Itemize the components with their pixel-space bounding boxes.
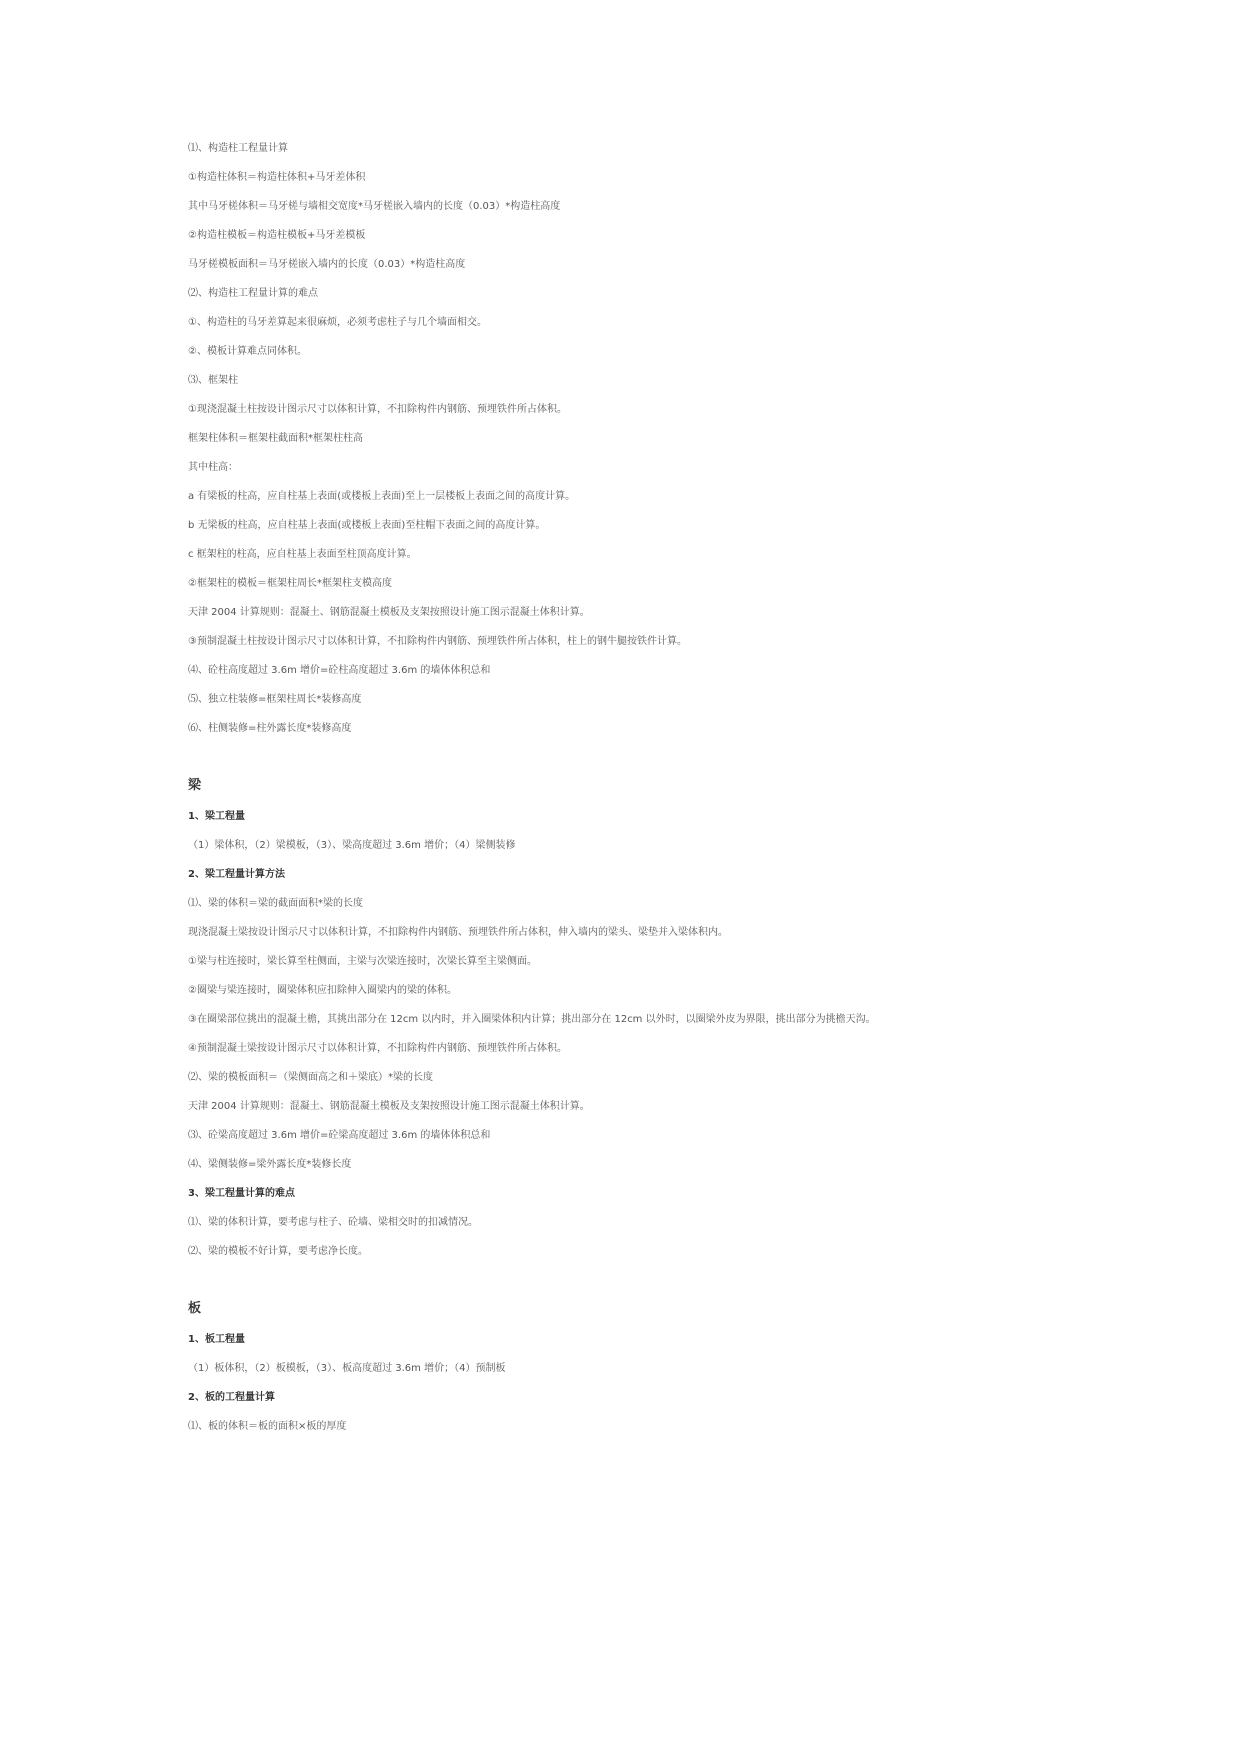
text-line: ⑶、砼梁高度超过 3.6m 增价=砼梁高度超过 3.6m 的墙体体积总和 <box>188 1130 491 1141</box>
subsection-title: 1、梁工程量 <box>188 811 245 822</box>
text-line: ②、模板计算难点同体积。 <box>188 346 307 357</box>
text-line: a 有梁板的柱高，应自柱基上表面(或楼板上表面)至上一层楼板上表面之间的高度计算。 <box>188 491 576 502</box>
text-line: ⑵、梁的模板面积＝（梁侧面高之和＋梁底）*梁的长度 <box>188 1072 433 1083</box>
text-line: ②构造柱模板＝构造柱模板+马牙差模板 <box>188 230 366 241</box>
text-line: ②框架柱的模板＝框架柱周长*框架柱支模高度 <box>188 578 392 589</box>
text-line: 框架柱体积＝框架柱截面积*框架柱柱高 <box>188 433 363 444</box>
text-line: （1）板体积，（2）板模板，（3）、板高度超过 3.6m 增价；（4）预制板 <box>188 1363 506 1374</box>
text-line: ⑵、梁的模板不好计算，要考虑净长度。 <box>188 1246 368 1257</box>
text-line: ③在圈梁部位挑出的混凝土檐，其挑出部分在 12cm 以内时，并入圈梁体积内计算；挑出部分在 12cm 以外时，以圈梁外皮为界限，挑出部分为挑檐天沟。 <box>188 1014 876 1025</box>
section-heading: 梁 <box>188 778 202 793</box>
text-line: ③预制混凝土柱按设计图示尺寸以体积计算，不扣除构件内钢筋、预埋铁件所占体积，柱上的钢牛腿按铁件计算。 <box>188 636 687 647</box>
text-line: ⑵、构造柱工程量计算的难点 <box>188 288 318 299</box>
text-line: 现浇混凝土梁按设计图示尺寸以体积计算，不扣除构件内钢筋、预埋铁件所占体积，伸入墙内的梁头、梁垫并入梁体积内。 <box>188 927 728 938</box>
text-line: ⑷、砼柱高度超过 3.6m 增价=砼柱高度超过 3.6m 的墙体体积总和 <box>188 665 491 676</box>
text-line: ⑴、梁的体积计算，要考虑与柱子、砼墙、梁相交时的扣减情况。 <box>188 1217 478 1228</box>
text-line: c 框架柱的柱高，应自柱基上表面至柱顶高度计算。 <box>188 549 417 560</box>
text-line: ⑴、板的体积＝板的面积×板的厚度 <box>188 1421 347 1432</box>
text-line: ⑶、框架柱 <box>188 375 238 386</box>
text-line: ⑸、独立柱装修=框架柱周长*装修高度 <box>188 694 362 705</box>
text-line: b 无梁板的柱高，应自柱基上表面(或楼板上表面)至柱帽下表面之间的高度计算。 <box>188 520 546 531</box>
text-line: ①构造柱体积＝构造柱体积+马牙差体积 <box>188 172 366 183</box>
text-line: ②圈梁与梁连接时，圈梁体积应扣除伸入圈梁内的梁的体积。 <box>188 985 457 996</box>
text-line: ⑴、梁的体积＝梁的截面面积*梁的长度 <box>188 898 363 909</box>
text-line: ①现浇混凝土柱按设计图示尺寸以体积计算，不扣除构件内钢筋、预埋铁件所占体积。 <box>188 404 567 415</box>
text-line: 马牙槎模板面积＝马牙槎嵌入墙内的长度（0.03）*构造柱高度 <box>188 259 466 270</box>
subsection-title: 2、板的工程量计算 <box>188 1392 275 1403</box>
text-line: 天津 2004 计算规则：混凝土、钢筋混凝土模板及支架按照设计施工图示混凝土体积计算。 <box>188 1101 590 1112</box>
text-line: 其中柱高： <box>188 462 238 473</box>
subsection-title: 2、梁工程量计算方法 <box>188 869 285 880</box>
text-line: （1）梁体积，（2）梁模板，（3）、梁高度超过 3.6m 增价；（4）梁侧装修 <box>188 840 516 851</box>
subsection-title: 3、梁工程量计算的难点 <box>188 1188 295 1199</box>
text-line: 其中马牙槎体积＝马牙槎与墙相交宽度*马牙槎嵌入墙内的长度（0.03）*构造柱高度 <box>188 201 561 212</box>
text-line: ⑷、梁侧装修=梁外露长度*装修长度 <box>188 1159 352 1170</box>
text-line: ①梁与柱连接时，梁长算至柱侧面，主梁与次梁连接时，次梁长算至主梁侧面。 <box>188 956 537 967</box>
text-line: ①、构造柱的马牙差算起来很麻烦，必须考虑柱子与几个墙面相交。 <box>188 317 487 328</box>
text-line: ④预制混凝土梁按设计图示尺寸以体积计算，不扣除构件内钢筋、预埋铁件所占体积。 <box>188 1043 567 1054</box>
text-line: 天津 2004 计算规则：混凝土、钢筋混凝土模板及支架按照设计施工图示混凝土体积计算。 <box>188 607 590 618</box>
text-line: ⑹、柱侧装修=柱外露长度*装修高度 <box>188 723 352 734</box>
subsection-title: 1、板工程量 <box>188 1334 245 1345</box>
section-heading: 板 <box>188 1301 202 1316</box>
text-line: ⑴、构造柱工程量计算 <box>188 143 288 154</box>
